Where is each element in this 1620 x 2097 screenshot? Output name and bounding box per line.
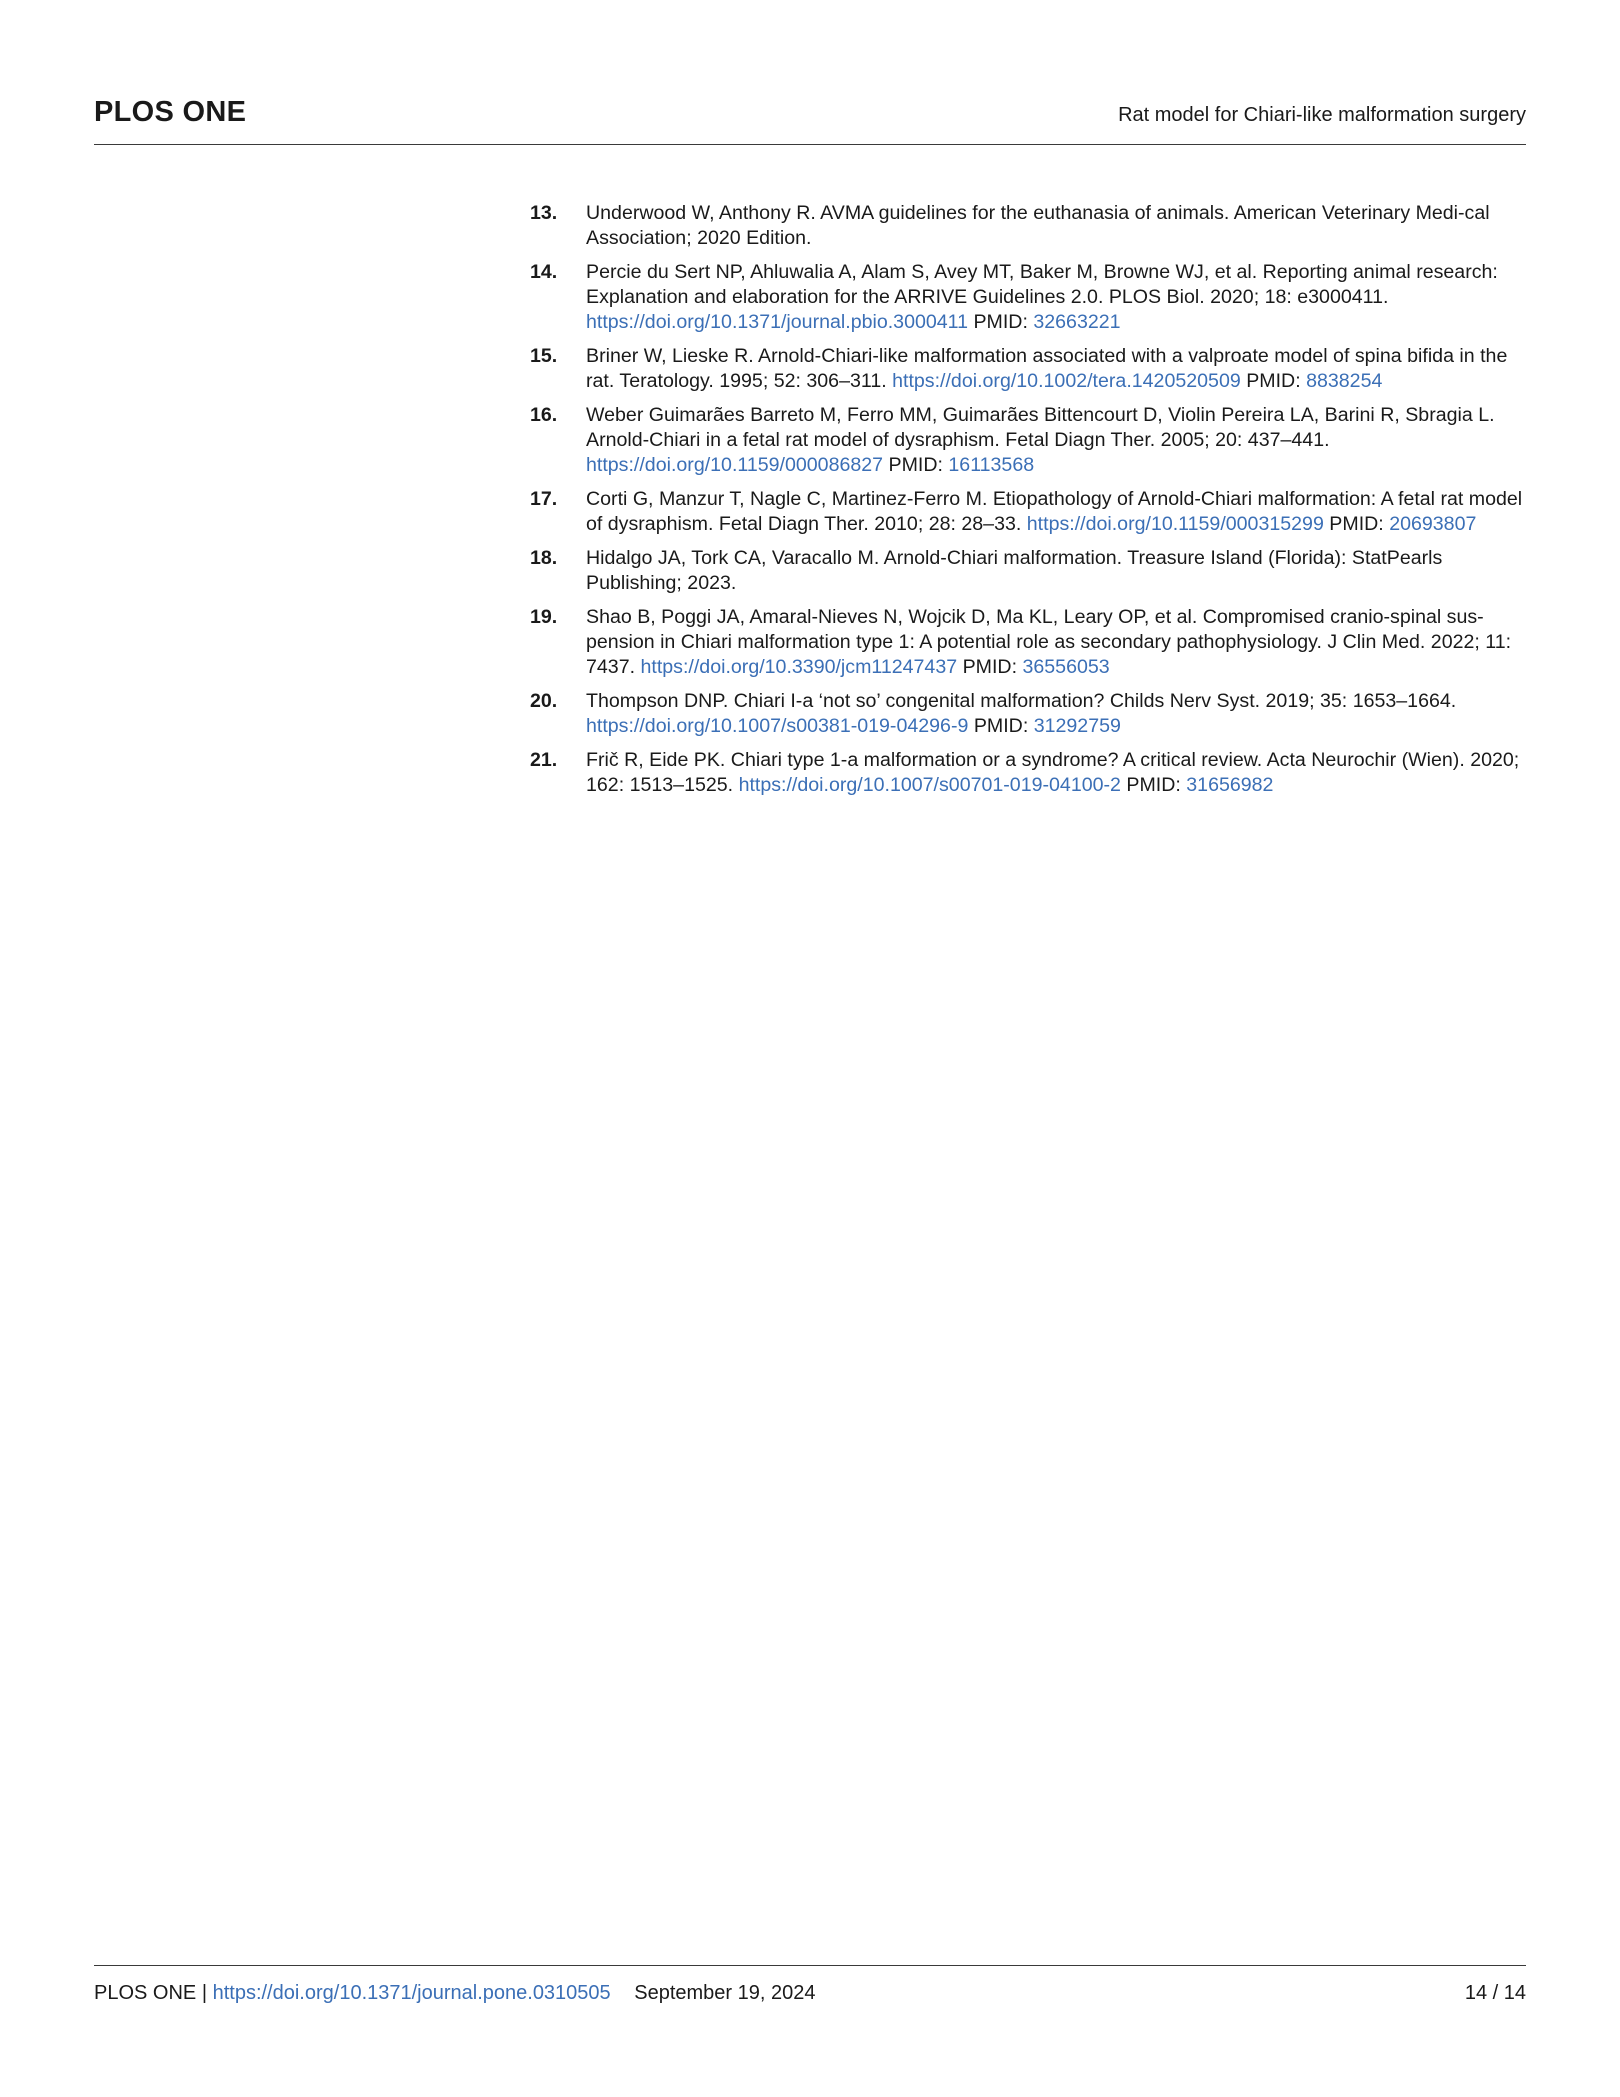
reference-item [530,260,1530,335]
journal-logo: PLOS ONE [94,96,247,128]
pmid-link[interactable]: 31292759 [1033,715,1121,737]
reference-text [586,403,1530,478]
reference-text [586,748,1530,798]
reference-text [586,546,1530,596]
pmid-link[interactable]: 8838254 [1306,370,1383,392]
pmid-link[interactable]: 16113568 [948,454,1035,476]
footer-left [94,1982,816,2005]
running-title: Rat model for Chiari-like malformation surgery [1118,104,1526,126]
reference-citation: Frič R, Eide PK. Chiari type 1-a malformation or a syndrome? A critical review. Acta Neurochir (Wien). 2020; 162: 1513–1525. [586,749,1520,796]
pmid-link[interactable]: 32663221 [1033,311,1121,333]
page-footer [94,1965,1526,2004]
reference-item [530,344,1530,394]
reference-item [530,748,1530,798]
reference-citation: Percie du Sert NP, Ahluwalia A, Alam S, Avey MT, Baker M, Browne WJ, et al. Reporting animal research: Explanation and elaboration for the ARRIVE Guidelines 2.0. PLOS Biol. 2020; 18: e3000411. [586,261,1498,308]
pmid-link[interactable]: 20693807 [1389,513,1477,535]
doi-link[interactable]: https://doi.org/10.3390/jcm11247437 [640,656,958,678]
reference-citation: Underwood W, Anthony R. AVMA guidelines for the euthanasia of animals. American Veterinary Medi-cal Association; 2020 Edition. [586,202,1490,249]
reference-citation: Briner W, Lieske R. Arnold-Chiari-like malformation associated with a valproate model of spina bifida in the rat. Teratology. 1995; 52: 306–311. [586,345,1508,392]
reference-number: 15. [530,345,558,367]
reference-number: 13. [530,202,558,224]
reference-text [586,605,1530,680]
reference-item [530,546,1530,596]
reference-item [530,487,1530,537]
reference-item [530,689,1530,739]
pmid-label: PMID: [973,311,1028,333]
reference-citation: Weber Guimarães Barreto M, Ferro MM, Guimarães Bittencourt D, Violin Pereira LA, Barini R, Sbragia L. Arnold-Chiari in a fetal rat model of dysraphism. Fetal Diagn Ther. 2005; 20: 437–441. [586,404,1495,451]
pmid-label: PMID: [973,715,1029,737]
pmid-link[interactable]: 31656982 [1186,774,1274,796]
reference-citation: Thompson DNP. Chiari I-a ‘not so’ congenital malformation? Childs Nerv Syst. 2019; 35: 1653–1664. [586,690,1457,712]
reference-item [530,605,1530,680]
reference-number: 16. [530,404,558,426]
pmid-label: PMID: [1329,513,1384,535]
reference-text [586,344,1530,394]
doi-link[interactable]: https://doi.org/10.1159/000086827 [586,454,884,476]
reference-number: 17. [530,488,558,510]
reference-list [530,201,1530,807]
reference-text [586,689,1530,739]
pmid-label: PMID: [888,454,943,476]
reference-text [586,260,1530,335]
reference-item [530,201,1530,251]
reference-citation: Hidalgo JA, Tork CA, Varacallo M. Arnold-Chiari malformation. Treasure Island (Florida): StatPearls Publishing; 2023. [586,547,1443,594]
doi-link[interactable]: https://doi.org/10.1007/s00701-019-04100-2 [738,774,1121,796]
reference-text [586,487,1530,537]
footer-date: September 19, 2024 [634,1982,816,2004]
doi-link[interactable]: https://doi.org/10.1002/tera.1420520509 [892,370,1241,392]
doi-link[interactable]: https://doi.org/10.1007/s00381-019-04296-9 [586,715,969,737]
reference-number: 21. [530,749,558,771]
reference-number: 18. [530,547,558,569]
reference-number: 14. [530,261,558,283]
pmid-label: PMID: [1246,370,1301,392]
reference-text [586,201,1530,251]
pmid-label: PMID: [962,656,1018,678]
reference-item [530,403,1530,478]
pmid-link[interactable]: 36556053 [1022,656,1110,678]
reference-citation: Shao B, Poggi JA, Amaral-Nieves N, Wojcik D, Ma KL, Leary OP, et al. Compromised cranio-spinal sus-pension in Chiari malformation type 1: A potential role as secondary pathophysiology. J Clin Med. 2022; 11: 7437. [586,606,1512,678]
footer-journal: PLOS ONE | [94,1982,208,2004]
reference-number: 20. [530,690,558,712]
reference-citation: Corti G, Manzur T, Nagle C, Martinez-Ferro M. Etiopathology of Arnold-Chiari malformation: A fetal rat model of dysraphism. Fetal Diagn Ther. 2010; 28: 28–33. [586,488,1523,535]
pmid-label: PMID: [1126,774,1181,796]
page-number: 14 / 14 [1464,1982,1526,2004]
reference-number: 19. [530,606,558,628]
footer-doi-link[interactable]: https://doi.org/10.1371/journal.pone.0310505 [212,1982,611,2004]
doi-link[interactable]: https://doi.org/10.1159/000315299 [1026,513,1324,535]
page-header [94,96,1526,145]
doi-link[interactable]: https://doi.org/10.1371/journal.pbio.3000411 [586,311,969,333]
